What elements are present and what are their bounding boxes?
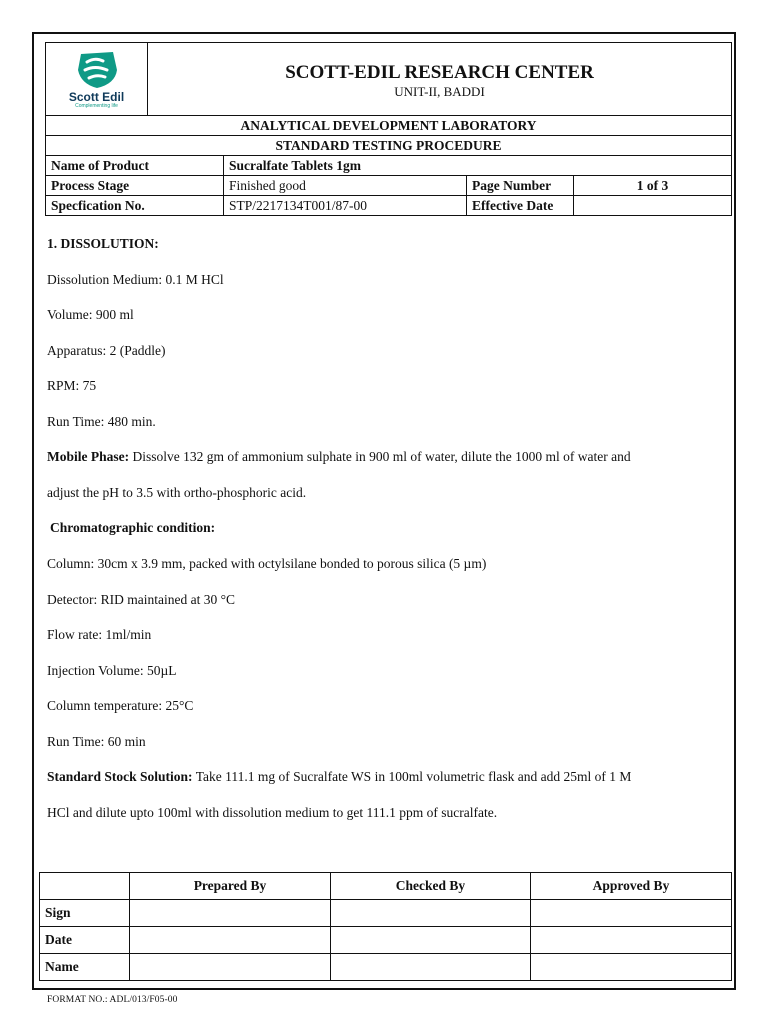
scott-edil-logo-icon — [75, 50, 119, 90]
org-cell — [148, 43, 732, 116]
approved-sign-cell — [531, 900, 732, 927]
column-temperature: Column temperature: 25°C — [47, 698, 194, 713]
effective-date-value — [574, 196, 732, 216]
mobile-phase-label: Mobile Phase: — [47, 449, 130, 464]
prepared-date-cell — [130, 927, 331, 954]
product-value: Sucralfate Tablets 1gm — [224, 156, 732, 176]
signature-corner-cell — [40, 873, 130, 900]
column: Column: 30cm x 3.9 mm, packed with octylsilane bonded to porous silica (5 µm) — [47, 556, 487, 571]
stage-value: Finished good — [224, 176, 467, 196]
run-time-dissolution: Run Time: 480 min. — [47, 414, 156, 429]
document-frame — [32, 32, 736, 990]
approved-by-header: Approved By — [531, 873, 732, 900]
logo-cell — [46, 43, 148, 116]
product-label: Name of Product — [46, 156, 224, 176]
chromatographic-title: Chromatographic condition: — [50, 520, 216, 535]
org-unit: UNIT-II, BADDI — [394, 84, 485, 99]
name-row-label: Name — [40, 954, 130, 981]
spec-value: STP/2217134T001/87-00 — [224, 196, 467, 216]
lab-title: ANALYTICAL DEVELOPMENT LABORATORY — [46, 116, 732, 136]
flow-rate: Flow rate: 1ml/min — [47, 627, 152, 642]
injection-volume: Injection Volume: 50µL — [47, 663, 177, 678]
mobile-phase-text: Dissolve 132 gm of ammonium sulphate in 900 ml of water, dilute the 1000 ml of water and — [132, 449, 631, 464]
stage-label: Process Stage — [46, 176, 224, 196]
prepared-name-cell — [130, 954, 331, 981]
checked-sign-cell — [331, 900, 531, 927]
logo-brand: Scott Edil — [68, 89, 125, 104]
effective-date-label: Effective Date — [467, 196, 574, 216]
approved-name-cell — [531, 954, 732, 981]
checked-by-header: Checked By — [331, 873, 531, 900]
org-name: SCOTT-EDIL RESEARCH CENTER — [285, 62, 594, 83]
approved-date-cell — [531, 927, 732, 954]
volume: Volume: 900 ml — [47, 307, 134, 322]
detector: Detector: RID maintained at 30 °C — [47, 592, 235, 607]
rpm: RPM: 75 — [47, 378, 97, 393]
standard-stock-text: Take 111.1 mg of Sucralfate WS in 100ml volumetric flask and add 25ml of 1 M — [195, 769, 632, 784]
spec-label: Specfication No. — [46, 196, 224, 216]
run-time-chromatography: Run Time: 60 min — [47, 734, 146, 749]
mobile-phase-text-2: adjust the pH to 3.5 with ortho-phosphoric acid. — [47, 485, 307, 500]
prepared-by-header: Prepared By — [130, 873, 331, 900]
standard-stock-text-2: HCl and dilute upto 100ml with dissolution medium to get 111.1 ppm of sucralfate. — [47, 805, 498, 820]
checked-name-cell — [331, 954, 531, 981]
date-row-label: Date — [40, 927, 130, 954]
company-logo — [46, 43, 147, 115]
section-title: 1. DISSOLUTION: — [47, 236, 159, 251]
standard-stock-label: Standard Stock Solution: — [47, 769, 193, 784]
doc-type-title: STANDARD TESTING PROCEDURE — [46, 136, 732, 156]
sign-row-label: Sign — [40, 900, 130, 927]
prepared-sign-cell — [130, 900, 331, 927]
signature-table — [39, 872, 732, 981]
page-number-label: Page Number — [467, 176, 574, 196]
checked-date-cell — [331, 927, 531, 954]
dissolution-medium: Dissolution Medium: 0.1 M HCl — [47, 272, 224, 287]
apparatus: Apparatus: 2 (Paddle) — [47, 343, 166, 358]
format-number: FORMAT NO.: ADL/013/F05-00 — [47, 995, 178, 1005]
header-table — [45, 42, 732, 216]
mobile-phase — [47, 448, 631, 466]
page-number-value: 1 of 3 — [574, 176, 732, 196]
standard-stock — [47, 768, 631, 786]
logo-tagline: Complementing life — [75, 102, 118, 109]
